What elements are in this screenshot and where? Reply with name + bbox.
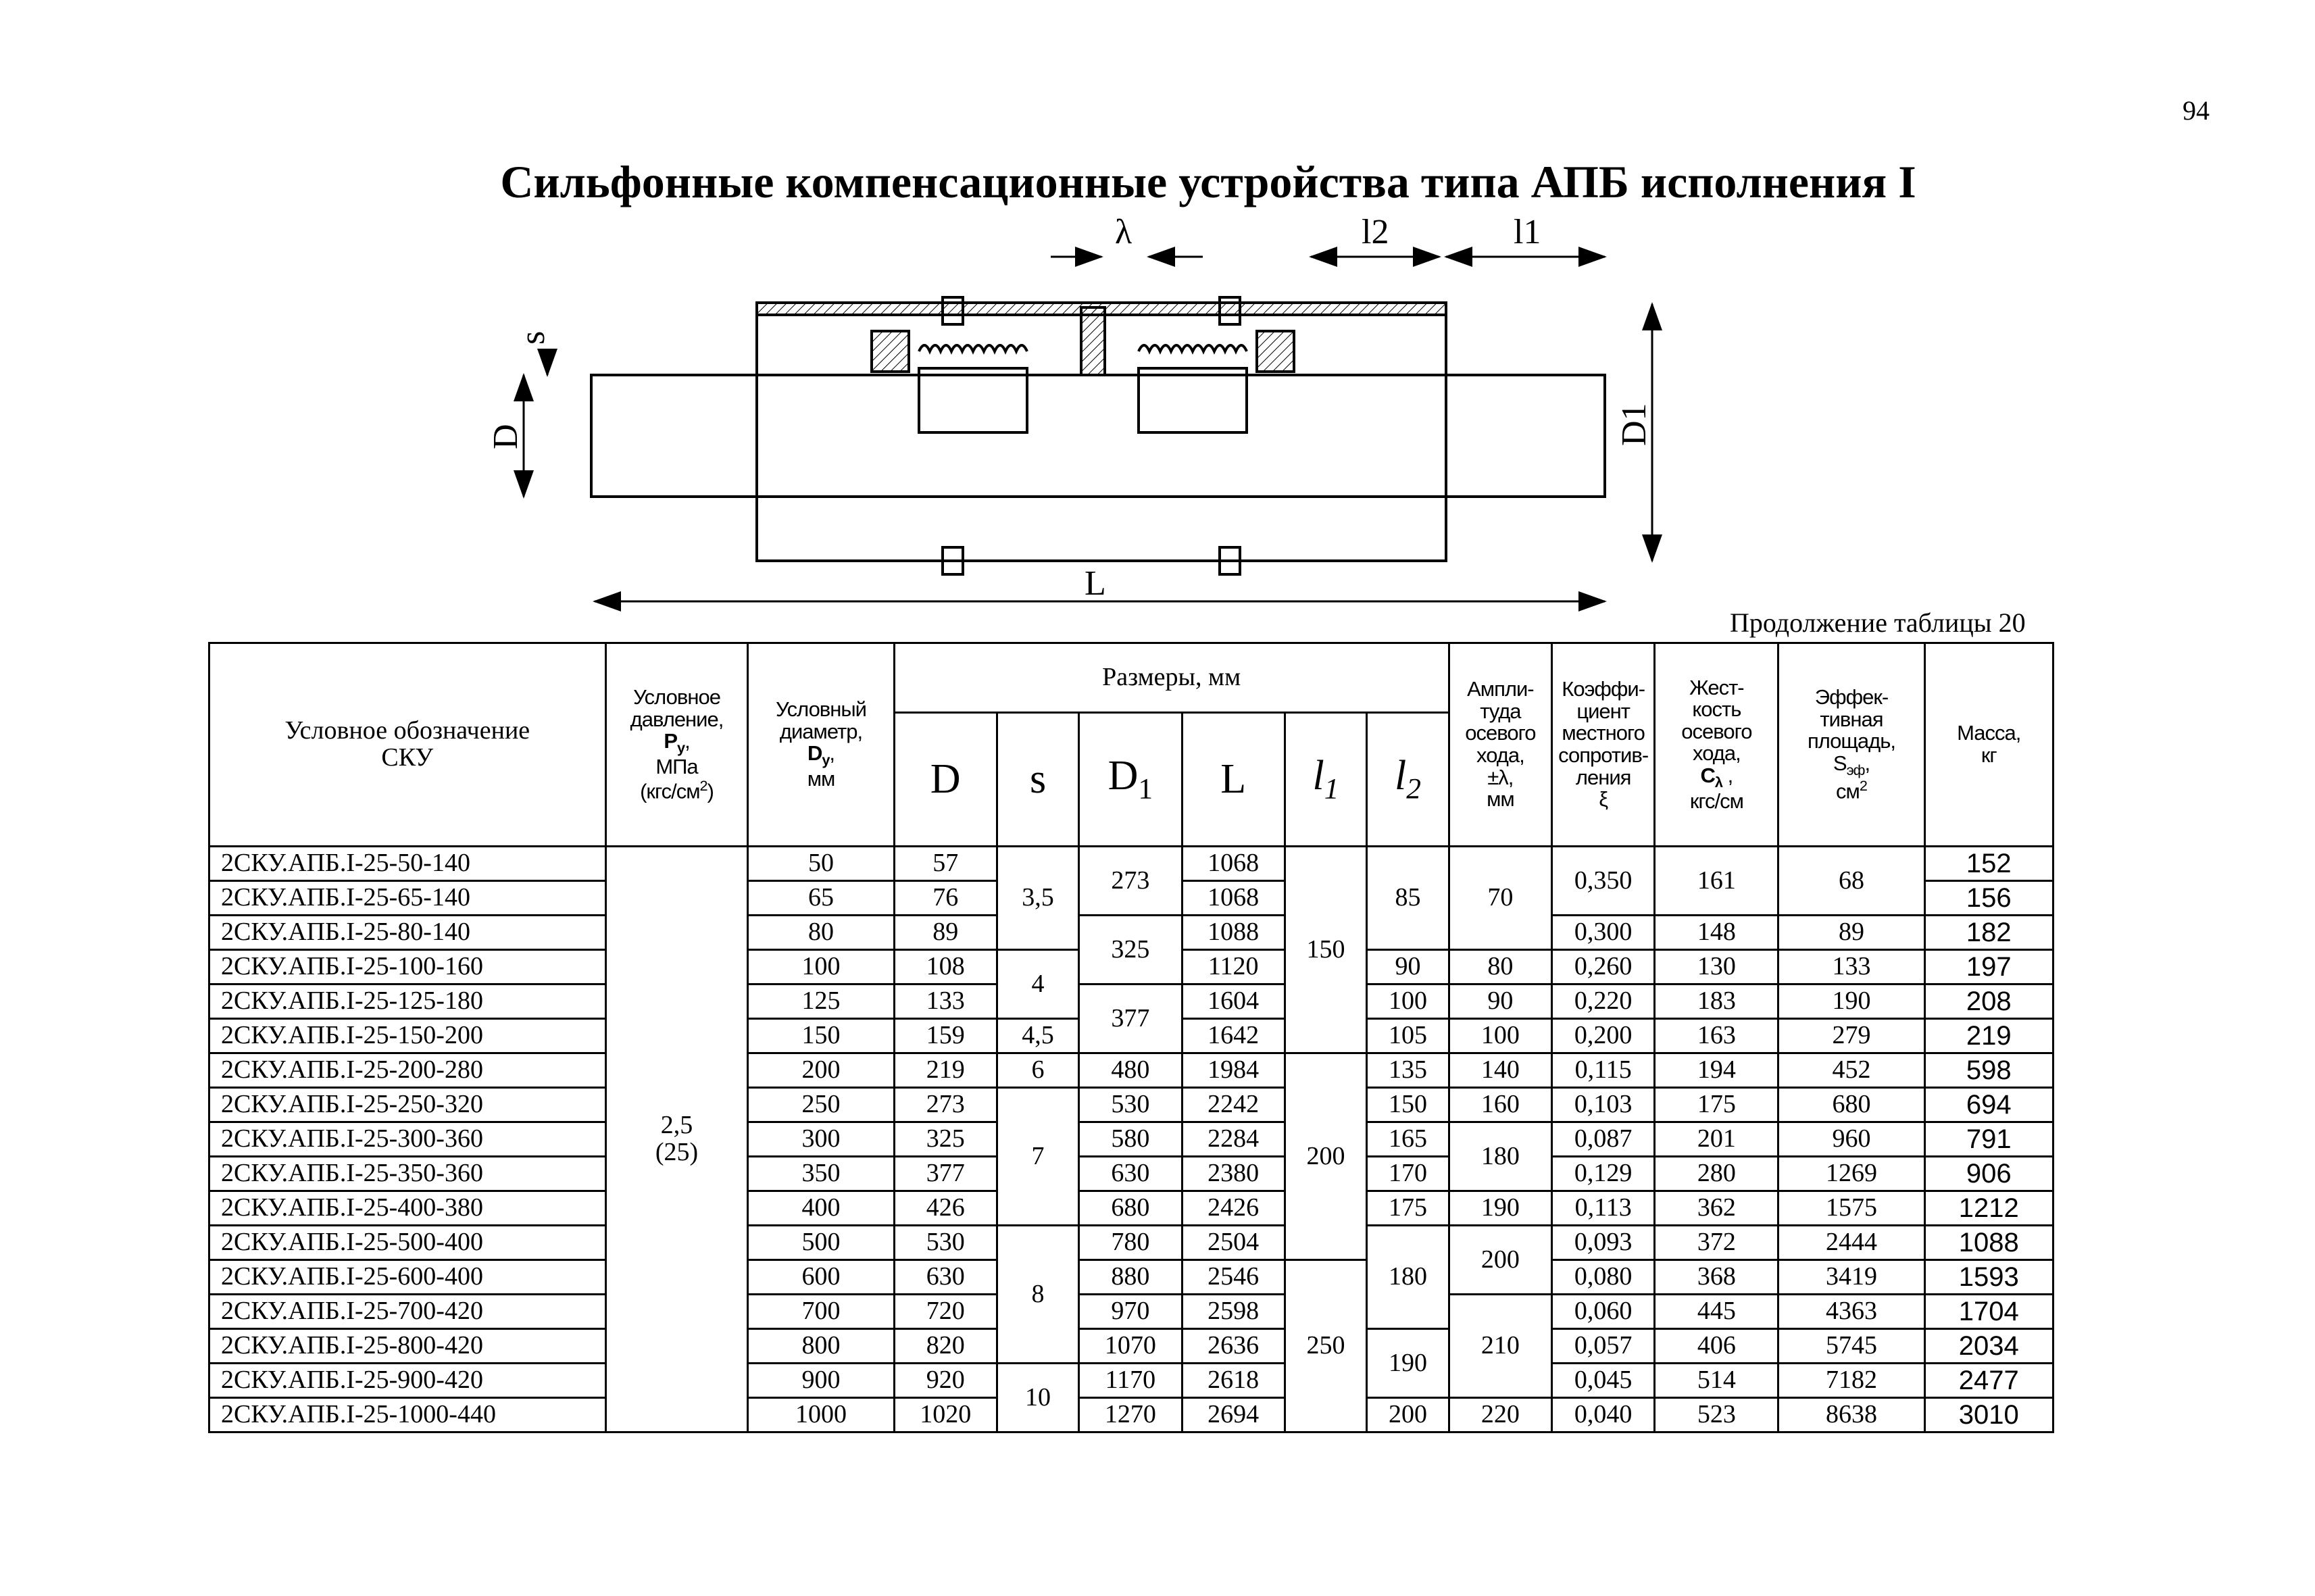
cell-s: 4,5 (997, 1019, 1078, 1053)
header-pressure: Условное давление, $Р_у$, МПа $(кгс/см^2)$ (605, 643, 748, 847)
cell-D1: 580 (1079, 1122, 1182, 1157)
cell-l2: 175 (1367, 1191, 1449, 1226)
table-row (209, 1122, 2053, 1157)
header-D: D (894, 713, 997, 847)
cell-stiffness: 163 (1655, 1019, 1778, 1053)
cell-L: 2504 (1182, 1226, 1285, 1260)
cell-stiffness: 183 (1655, 984, 1778, 1019)
header-L: L (1182, 713, 1285, 847)
cell-D1: 970 (1079, 1295, 1182, 1329)
cell-coefficient: 0,080 (1552, 1260, 1655, 1295)
cell-designation: 2СКУ.АПБ.I-25-125-180 (209, 984, 606, 1019)
cell-D: 273 (894, 1088, 997, 1122)
D-label: D (487, 424, 525, 449)
cell-coefficient: 0,060 (1552, 1295, 1655, 1329)
table-row (209, 1364, 2053, 1398)
cell-amplitude: 90 (1449, 984, 1551, 1019)
cell-designation: 2СКУ.АПБ.I-25-900-420 (209, 1364, 606, 1398)
cell-amplitude: 190 (1449, 1191, 1551, 1226)
cell-D1: 780 (1079, 1226, 1182, 1260)
cell-dy: 100 (748, 950, 894, 984)
cell-l2: 180 (1367, 1226, 1449, 1329)
header-area: Эффек- тивная площадь, $S_{эф}$, $см^2$ (1778, 643, 1924, 847)
header-l1: $l_1$ (1285, 713, 1366, 847)
cell-D: 426 (894, 1191, 997, 1226)
cell-s: 6 (997, 1053, 1078, 1088)
cell-D: 325 (894, 1122, 997, 1157)
cell-coefficient: 0,093 (1552, 1226, 1655, 1260)
cell-D1: 1270 (1079, 1398, 1182, 1432)
header-amplitude: Ампли- туда осевого хода, ±λ, мм (1449, 643, 1551, 847)
cell-dy: 50 (748, 847, 894, 881)
cell-mass: 694 (1924, 1088, 2053, 1122)
cell-L: 2618 (1182, 1364, 1285, 1398)
cell-L: 1984 (1182, 1053, 1285, 1088)
cell-area: 1575 (1778, 1191, 1924, 1226)
table-row (209, 1295, 2053, 1329)
header-designation: Условное обозначение СКУ (209, 643, 606, 847)
cell-s: 7 (997, 1088, 1078, 1226)
cell-designation: 2СКУ.АПБ.I-25-800-420 (209, 1329, 606, 1364)
cell-D: 720 (894, 1295, 997, 1329)
table-row (209, 1398, 2053, 1432)
right-flange (1257, 331, 1294, 372)
cell-designation: 2СКУ.АПБ.I-25-350-360 (209, 1157, 606, 1191)
table-row (209, 1053, 2053, 1088)
cell-mass: 906 (1924, 1157, 2053, 1191)
cell-L: 2380 (1182, 1157, 1285, 1191)
cell-coefficient: 0,045 (1552, 1364, 1655, 1398)
cell-D1: 880 (1079, 1260, 1182, 1295)
cell-stiffness: 372 (1655, 1226, 1778, 1260)
cell-area: 2444 (1778, 1226, 1924, 1260)
cell-coefficient: 0,300 (1552, 916, 1655, 950)
header-dimensions: Размеры, мм (894, 643, 1449, 713)
cell-D1: 377 (1079, 984, 1182, 1053)
table-row (209, 1088, 2053, 1122)
cell-l1: 200 (1285, 1053, 1366, 1260)
cell-D1: 1070 (1079, 1329, 1182, 1364)
cell-mass: 598 (1924, 1053, 2053, 1088)
header-mass: Масса, кг (1924, 643, 2053, 847)
cell-mass: 1088 (1924, 1226, 2053, 1260)
cell-D: 1020 (894, 1398, 997, 1432)
left-bellows-body (919, 368, 1027, 432)
cell-L: 1068 (1182, 847, 1285, 881)
cell-dy: 65 (748, 881, 894, 916)
cell-mass: 3010 (1924, 1398, 2053, 1432)
cell-L: 2546 (1182, 1260, 1285, 1295)
cell-L: 2636 (1182, 1329, 1285, 1364)
cell-L: 2284 (1182, 1122, 1285, 1157)
cell-l2: 105 (1367, 1019, 1449, 1053)
cell-l2: 150 (1367, 1088, 1449, 1122)
table-row (209, 1260, 2053, 1295)
cell-mass: 1212 (1924, 1191, 2053, 1226)
cell-mass: 156 (1924, 881, 2053, 916)
cell-coefficient: 0,113 (1552, 1191, 1655, 1226)
l2-label: l2 (1362, 213, 1389, 251)
cell-area: 279 (1778, 1019, 1924, 1053)
cell-amplitude: 200 (1449, 1226, 1551, 1295)
cell-stiffness: 362 (1655, 1191, 1778, 1226)
cell-l2: 135 (1367, 1053, 1449, 1088)
cell-l2: 100 (1367, 984, 1449, 1019)
cell-L: 2598 (1182, 1295, 1285, 1329)
cell-coefficient: 0,260 (1552, 950, 1655, 984)
cell-stiffness: 368 (1655, 1260, 1778, 1295)
l1-label: l1 (1514, 213, 1541, 251)
cell-designation: 2СКУ.АПБ.I-25-400-380 (209, 1191, 606, 1226)
cell-dy: 500 (748, 1226, 894, 1260)
cell-D1: 630 (1079, 1157, 1182, 1191)
cell-amplitude: 70 (1449, 847, 1551, 950)
cell-designation: 2СКУ.АПБ.I-25-700-420 (209, 1295, 606, 1329)
cell-designation: 2СКУ.АПБ.I-25-1000-440 (209, 1398, 606, 1432)
cell-mass: 152 (1924, 847, 2053, 881)
cell-D1: 325 (1079, 916, 1182, 984)
cell-dy: 350 (748, 1157, 894, 1191)
cell-designation: 2СКУ.АПБ.I-25-300-360 (209, 1122, 606, 1157)
table-row (209, 1157, 2053, 1191)
cell-dy: 800 (748, 1329, 894, 1364)
cell-D: 57 (894, 847, 997, 881)
cell-L: 1642 (1182, 1019, 1285, 1053)
cell-D1: 273 (1079, 847, 1182, 916)
cell-pressure: 2,5 (25) (605, 847, 748, 1432)
cell-D1: 480 (1079, 1053, 1182, 1088)
right-bellows-icon (1139, 345, 1247, 351)
cell-D: 377 (894, 1157, 997, 1191)
cell-area: 960 (1778, 1122, 1924, 1157)
cell-mass: 791 (1924, 1122, 2053, 1157)
cell-D1: 680 (1079, 1191, 1182, 1226)
cell-stiffness: 148 (1655, 916, 1778, 950)
cell-designation: 2СКУ.АПБ.I-25-80-140 (209, 916, 606, 950)
right-bellows-body (1139, 368, 1247, 432)
cell-l2: 200 (1367, 1398, 1449, 1432)
cell-area: 3419 (1778, 1260, 1924, 1295)
cell-s: 8 (997, 1226, 1078, 1364)
cell-amplitude: 140 (1449, 1053, 1551, 1088)
cell-stiffness: 514 (1655, 1364, 1778, 1398)
left-flange (872, 331, 909, 372)
cell-L: 1088 (1182, 916, 1285, 950)
cell-stiffness: 201 (1655, 1122, 1778, 1157)
header-D1: $D_1$ (1079, 713, 1182, 847)
cell-coefficient: 0,200 (1552, 1019, 1655, 1053)
cell-D: 133 (894, 984, 997, 1019)
cell-stiffness: 175 (1655, 1088, 1778, 1122)
cell-mass: 2477 (1924, 1364, 2053, 1398)
cell-coefficient: 0,129 (1552, 1157, 1655, 1191)
cell-designation: 2СКУ.АПБ.I-25-65-140 (209, 881, 606, 916)
cell-area: 1269 (1778, 1157, 1924, 1191)
cell-D1: 530 (1079, 1088, 1182, 1122)
cell-D: 920 (894, 1364, 997, 1398)
cell-D: 89 (894, 916, 997, 950)
cell-dy: 250 (748, 1088, 894, 1122)
cell-mass: 208 (1924, 984, 2053, 1019)
cell-area: 680 (1778, 1088, 1924, 1122)
table-row (209, 1191, 2053, 1226)
cell-D: 159 (894, 1019, 997, 1053)
left-bellows-icon (919, 345, 1027, 351)
cell-dy: 400 (748, 1191, 894, 1226)
cell-dy: 200 (748, 1053, 894, 1088)
cell-amplitude: 160 (1449, 1088, 1551, 1122)
cell-dy: 1000 (748, 1398, 894, 1432)
cell-mass: 182 (1924, 916, 2053, 950)
cell-stiffness: 280 (1655, 1157, 1778, 1191)
cell-l2: 170 (1367, 1157, 1449, 1191)
cell-coefficient: 0,115 (1552, 1053, 1655, 1088)
cell-area: 89 (1778, 916, 1924, 950)
cell-designation: 2СКУ.АПБ.I-25-250-320 (209, 1088, 606, 1122)
cell-D1: 1170 (1079, 1364, 1182, 1398)
cell-coefficient: 0,087 (1552, 1122, 1655, 1157)
cell-L: 1068 (1182, 881, 1285, 916)
cell-coefficient: 0,103 (1552, 1088, 1655, 1122)
cell-mass: 197 (1924, 950, 2053, 984)
D1-label: D1 (1615, 403, 1653, 446)
cell-coefficient: 0,040 (1552, 1398, 1655, 1432)
cell-l2: 190 (1367, 1329, 1449, 1398)
header-l2: $l_2$ (1367, 713, 1449, 847)
cell-designation: 2СКУ.АПБ.I-25-150-200 (209, 1019, 606, 1053)
cell-s: 3,5 (997, 847, 1078, 950)
cell-l2: 90 (1367, 950, 1449, 984)
cell-area: 8638 (1778, 1398, 1924, 1432)
cell-designation: 2СКУ.АПБ.I-25-500-400 (209, 1226, 606, 1260)
lambda-label: λ (1115, 213, 1132, 251)
cell-amplitude: 100 (1449, 1019, 1551, 1053)
cell-area: 133 (1778, 950, 1924, 984)
table-row (209, 984, 2053, 1019)
cell-coefficient: 0,220 (1552, 984, 1655, 1019)
cell-mass: 1704 (1924, 1295, 2053, 1329)
cell-dy: 125 (748, 984, 894, 1019)
cell-amplitude: 80 (1449, 950, 1551, 984)
cell-L: 2694 (1182, 1398, 1285, 1432)
header-diameter: Условный диаметр, $D_у$, мм (748, 643, 894, 847)
cell-designation: 2СКУ.АПБ.I-25-600-400 (209, 1260, 606, 1295)
cell-mass: 1593 (1924, 1260, 2053, 1295)
cell-D: 108 (894, 950, 997, 984)
page-number: 94 (2183, 95, 2210, 126)
cell-dy: 80 (748, 916, 894, 950)
cell-area: 5745 (1778, 1329, 1924, 1364)
spec-table (208, 642, 2054, 1433)
cell-L: 2242 (1182, 1088, 1285, 1122)
table-row (209, 1226, 2053, 1260)
cell-L: 1604 (1182, 984, 1285, 1019)
cell-coefficient: 0,057 (1552, 1329, 1655, 1364)
cell-dy: 150 (748, 1019, 894, 1053)
cell-area: 452 (1778, 1053, 1924, 1088)
cell-amplitude: 220 (1449, 1398, 1551, 1432)
cell-mass: 219 (1924, 1019, 2053, 1053)
header-s: s (997, 713, 1078, 847)
header-stiffness: Жест- кость осевого хода, $C_\lambda$ , кгс/см (1655, 643, 1778, 847)
cell-mass: 2034 (1924, 1329, 2053, 1364)
cell-D: 76 (894, 881, 997, 916)
cell-amplitude: 210 (1449, 1295, 1551, 1398)
cell-stiffness: 130 (1655, 950, 1778, 984)
cell-stiffness: 161 (1655, 847, 1778, 916)
cell-l2: 85 (1367, 847, 1449, 950)
cell-D: 820 (894, 1329, 997, 1364)
cell-designation: 2СКУ.АПБ.I-25-100-160 (209, 950, 606, 984)
L-label: L (1085, 564, 1106, 603)
cell-dy: 700 (748, 1295, 894, 1329)
cell-s: 10 (997, 1364, 1078, 1432)
cell-stiffness: 194 (1655, 1053, 1778, 1088)
cell-stiffness: 406 (1655, 1329, 1778, 1364)
cell-L: 1120 (1182, 950, 1285, 984)
cell-D: 630 (894, 1260, 997, 1295)
center-ring (1081, 307, 1105, 375)
technical-drawing (473, 203, 1723, 635)
cell-area: 7182 (1778, 1364, 1924, 1398)
cell-designation: 2СКУ.АПБ.I-25-50-140 (209, 847, 606, 881)
cell-l1: 150 (1285, 847, 1366, 1053)
header-coefficient: Коэффи- циент местного сопротив- ления ξ (1552, 643, 1655, 847)
cell-l1: 250 (1285, 1260, 1366, 1432)
cell-designation: 2СКУ.АПБ.I-25-200-280 (209, 1053, 606, 1088)
cell-dy: 900 (748, 1364, 894, 1398)
table-row (209, 1329, 2053, 1364)
cell-dy: 600 (748, 1260, 894, 1295)
cell-area: 4363 (1778, 1295, 1924, 1329)
cell-l2: 165 (1367, 1122, 1449, 1157)
cell-L: 2426 (1182, 1191, 1285, 1226)
table-row (209, 847, 2053, 881)
table-caption: Продолжение таблицы 20 (1730, 607, 2026, 638)
pipe-body (591, 375, 1605, 497)
cell-s: 4 (997, 950, 1078, 1019)
cell-D: 219 (894, 1053, 997, 1088)
table-row (209, 916, 2053, 950)
cell-stiffness: 523 (1655, 1398, 1778, 1432)
cell-coefficient: 0,350 (1552, 847, 1655, 916)
cell-dy: 300 (748, 1122, 894, 1157)
page-title: Сильфонные компенсационные устройства типа АПБ исполнения I (500, 156, 1916, 207)
cell-area: 68 (1778, 847, 1924, 916)
cell-stiffness: 445 (1655, 1295, 1778, 1329)
cell-D: 530 (894, 1226, 997, 1260)
cell-amplitude: 180 (1449, 1122, 1551, 1191)
cell-area: 190 (1778, 984, 1924, 1019)
s-label: s (514, 330, 552, 345)
